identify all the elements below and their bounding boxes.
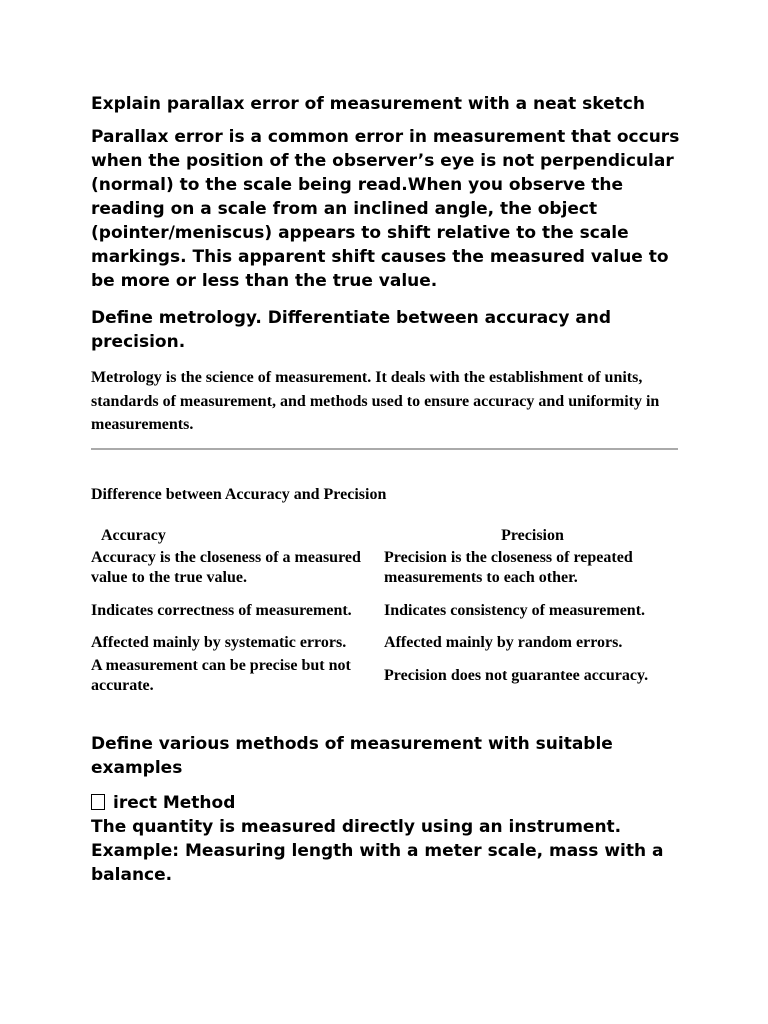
method-example: Example: Measuring length with a meter scale, mass with a balance.: [91, 841, 664, 885]
question-methods-of-measurement: Define various methods of measurement with suitable examples: [91, 734, 613, 778]
table-cell: Indicates correctness of measurement.: [91, 601, 352, 619]
table-row: [91, 589, 681, 632]
missing-glyph-icon: [91, 794, 105, 810]
table-cell: Precision is the closeness of repeated measurements to each other.: [384, 548, 633, 586]
method-description: The quantity is measured directly using an instrument.: [91, 817, 622, 837]
accuracy-precision-table: [91, 524, 681, 697]
question-parallax-error: Explain parallax error of measurement with a neat sketch: [91, 94, 645, 114]
table-row: [91, 654, 681, 697]
table-cell: Indicates consistency of measurement.: [384, 601, 646, 619]
answer-metrology: Metrology is the science of measurement. It deals with the establishment of units, standards of measurement, and methods used to ensure accuracy and uniformity in measurements.: [91, 369, 660, 433]
table-cell: Affected mainly by random errors.: [384, 634, 623, 651]
table-cell: Accuracy is the closeness of a measured value to the true value.: [91, 548, 361, 586]
table-cell: Affected mainly by systematic errors.: [91, 634, 347, 651]
table-row: [91, 632, 681, 654]
horizontal-divider: [91, 448, 678, 450]
question-metrology: Define metrology. Differentiate between accuracy and precision.: [91, 308, 612, 352]
answer-parallax-error: Parallax error is a common error in measurement that occurs when the position of the observer’s eye is not perpendicular (normal) to the scale being read.When you observe the reading on a scale from an inclined angle, the object (pointer/meniscus) appears to shift relative to the scale markings. This apparent shift causes the measured value to be more or less than the true value.: [91, 127, 680, 291]
table-cell: A measurement can be precise but not accurate.: [91, 656, 351, 694]
difference-heading: Difference between Accuracy and Precision: [91, 486, 387, 503]
table-row: [91, 546, 681, 589]
method-direct: [91, 791, 681, 887]
column-header-precision: Precision: [501, 527, 564, 544]
table-header-row: [91, 524, 681, 546]
column-header-accuracy: Accuracy: [101, 527, 166, 544]
method-title-line: [91, 791, 681, 815]
table-cell: Precision does not guarantee accuracy.: [384, 666, 649, 684]
method-title: irect Method: [113, 793, 236, 813]
